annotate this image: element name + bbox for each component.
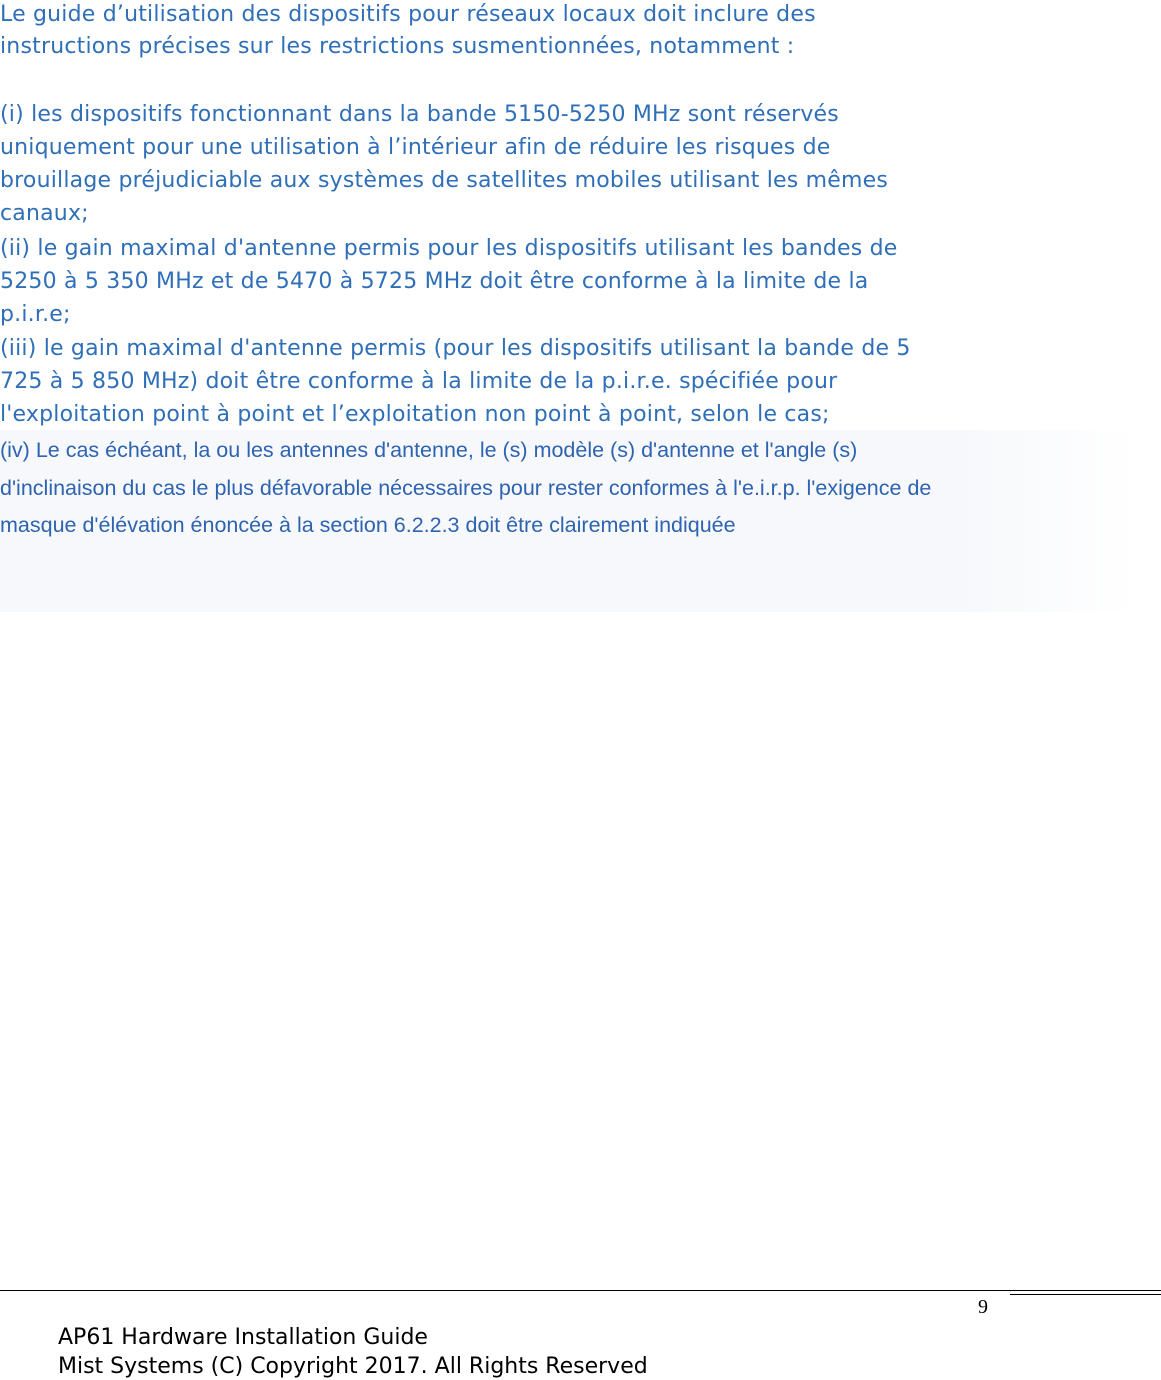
item-ii-line-2: 5250 à 5 350 MHz et de 5470 à 5725 MHz doit être conforme à la limite de la <box>0 269 869 294</box>
item-ii-line-3: p.i.r.e; <box>0 302 71 327</box>
item-i-line-3: brouillage préjudiciable aux systèmes de satellites mobiles utilisant les mêmes <box>0 168 889 193</box>
item-iii-line-1: (iii) le gain maximal d'antenne permis (pour les dispositifs utilisant la bande de 5 <box>0 336 911 361</box>
page-number: 9 <box>978 1296 988 1318</box>
item-iii-line-3: l'exploitation point à point et l’exploitation non point à point, selon le cas; <box>0 402 830 427</box>
item-i-line-4: canaux; <box>0 201 89 226</box>
item-iv-line-2: d'inclinaison du cas le plus défavorable nécessaires pour rester conformes à l'e.i.r.p. l'exigence de <box>0 476 932 500</box>
item-iv-line-3: masque d'élévation énoncée à la section 6.2.2.3 doit être clairement indiquée <box>0 513 736 537</box>
item-i-line-2: uniquement pour une utilisation à l’intérieur afin de réduire les risques de <box>0 135 831 160</box>
footer-copyright: Mist Systems (C) Copyright 2017. All Rights Reserved <box>58 1354 648 1379</box>
item-iii-line-2: 725 à 5 850 MHz) doit être conforme à la limite de la p.i.r.e. spécifiée pour <box>0 369 838 394</box>
item-iv-line-1: (iv) Le cas échéant, la ou les antennes d'antenne, le (s) modèle (s) d'antenne et l'angle (s) <box>0 438 858 462</box>
item-i-line-1: (i) les dispositifs fonctionnant dans la bande 5150-5250 MHz sont réservés <box>0 102 839 127</box>
footer-divider-accent <box>1010 1294 1161 1295</box>
intro-line-2: instructions précises sur les restrictions susmentionnées, notamment : <box>0 34 795 59</box>
item-ii-line-1: (ii) le gain maximal d'antenne permis pour les dispositifs utilisant les bandes de <box>0 236 898 261</box>
footer-divider <box>0 1290 1161 1291</box>
intro-line-1: Le guide d’utilisation des dispositifs pour réseaux locaux doit inclure des <box>0 2 816 27</box>
footer-title: AP61 Hardware Installation Guide <box>58 1325 428 1350</box>
